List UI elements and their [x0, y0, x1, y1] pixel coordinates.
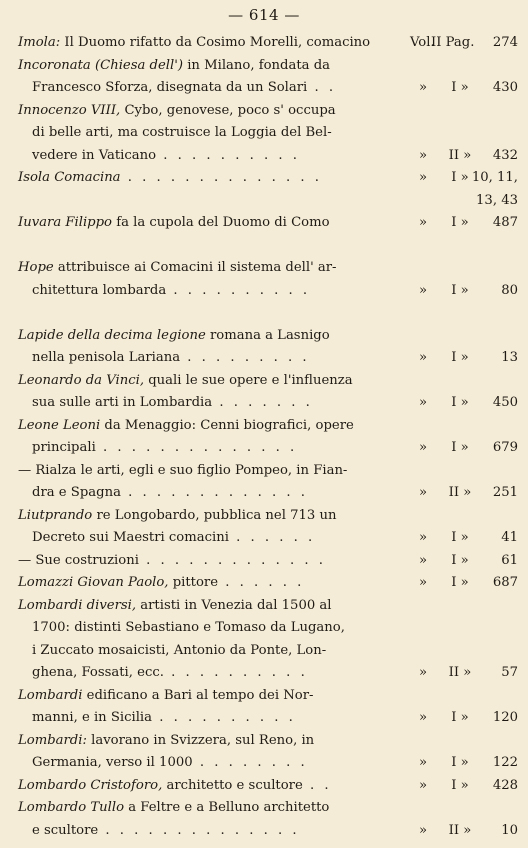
entry-text: [18, 733, 314, 748]
entry-heading: Lombardi diversi,: [18, 597, 137, 613]
volume-number: I »: [451, 350, 469, 365]
entry-description: — Sue costruzioni: [18, 552, 139, 568]
page-reference: 61: [501, 552, 518, 568]
blank-line: [18, 235, 518, 258]
entry-text: [18, 328, 330, 343]
page-reference: 679: [492, 440, 518, 455]
entry-text: [32, 755, 308, 770]
volume-number: I »: [451, 777, 469, 793]
entry-text: [32, 665, 308, 680]
index-line: [18, 212, 518, 235]
page-reference: 41: [501, 530, 518, 545]
entry-text: [18, 103, 336, 118]
volume-number: I »: [451, 395, 469, 410]
entry-heading: Incoronata (Chiesa dell'): [18, 57, 184, 73]
index-line: [18, 550, 518, 573]
index-line: [18, 280, 518, 303]
page-reference: 10, 11,: [471, 170, 518, 185]
volume-marker: »: [418, 147, 428, 163]
entry-heading: Lombardi:: [18, 732, 87, 748]
volume-marker: »: [418, 80, 428, 95]
entry-heading: Isola Comacina: [18, 170, 121, 185]
entry-text: [32, 710, 296, 725]
entry-description: architetto e scultore: [162, 777, 303, 793]
page-reference: 13, 43: [476, 192, 518, 208]
index-line: [18, 482, 518, 505]
entry-heading: Lapide della decima legione: [18, 327, 206, 343]
entry-description: in Milano, fondata da: [183, 57, 331, 73]
leader-dots: . . . . . . . . . . . . . .: [120, 170, 322, 185]
entry-description: principali: [32, 440, 96, 455]
volume-number: I »: [451, 170, 469, 185]
leader-dots: . . . . . . . . . . . . .: [138, 552, 326, 568]
entry-description: re Longobardo, pubblica nel 713 un: [92, 507, 337, 523]
entry-text: [18, 35, 370, 50]
leader-dots: . . . . . . .: [212, 395, 313, 410]
page-reference: 122: [492, 755, 518, 770]
volume-marker: »: [418, 822, 428, 838]
entry-description: quali le sue opere e l'influenza: [144, 372, 353, 388]
page-reference: 450: [492, 395, 518, 410]
volume-number: I »: [451, 282, 469, 298]
entry-text: [18, 170, 322, 185]
entry-heading: Liutprando: [18, 507, 93, 523]
index-line: [18, 392, 518, 415]
entry-description: sua sulle arti in Lombardia: [32, 395, 213, 410]
page-reference: 57: [501, 665, 518, 680]
entry-heading: Leonardo da Vinci,: [18, 372, 145, 388]
volume-number: I »: [451, 530, 469, 545]
entry-description: edificano a Bari al tempo dei Nor-: [82, 687, 314, 703]
entry-text: [18, 463, 347, 478]
volume-marker: »: [418, 485, 428, 500]
entry-description: manni, e in Sicilia: [32, 710, 153, 725]
index-line: [18, 167, 518, 190]
index-line: [18, 752, 518, 775]
index-line: [18, 730, 518, 753]
leader-dots: . . . . . .: [218, 575, 305, 590]
entry-text: [32, 823, 300, 838]
volume-number: II »: [448, 822, 472, 838]
volume-marker: »: [418, 665, 428, 680]
entry-text: [18, 418, 354, 433]
entry-description: vedere in Vaticano: [32, 147, 157, 163]
entry-heading: Lomazzi Giovan Paolo,: [18, 575, 169, 590]
volume-number: I »: [451, 80, 469, 95]
page-number: — 614 —: [228, 6, 300, 24]
entry-text: [32, 283, 310, 298]
entry-heading: Imola:: [18, 35, 61, 50]
entry-description: Cybo, genovese, poco s' occupa: [120, 102, 336, 118]
volume-marker: »: [418, 755, 428, 770]
volume-marker: »: [418, 350, 428, 365]
entry-text: [32, 350, 310, 365]
index-line: [18, 775, 518, 798]
index-line: [18, 797, 518, 820]
entry-description: lavorano in Svizzera, sul Reno, in: [86, 732, 315, 748]
entry-description: e scultore: [32, 822, 99, 838]
page-reference: 251: [492, 485, 518, 500]
index-line: [18, 595, 518, 618]
volume-marker: »: [418, 440, 428, 455]
entry-text: [18, 260, 337, 275]
index-line: [18, 707, 518, 730]
leader-dots: . . . . . . . . . .: [163, 665, 308, 680]
volume-number: I »: [451, 755, 469, 770]
volume-number: I »: [451, 552, 469, 568]
blank-line: [18, 302, 518, 325]
index-line: [18, 505, 518, 528]
entry-text: [18, 800, 329, 815]
volume-marker: »: [418, 710, 428, 725]
leader-dots: . .: [302, 777, 332, 793]
index-line: [18, 572, 518, 595]
entry-text: [32, 620, 345, 635]
volume-number: II »: [448, 147, 472, 163]
page-reference: 432: [492, 147, 518, 163]
leader-dots: . . . . . . . . . . . . . .: [95, 440, 298, 455]
entry-description: i Zuccato mosaicisti, Antonio da Ponte, Lon-: [32, 642, 327, 658]
leader-dots: . . . . . . . . . .: [166, 282, 311, 298]
entry-text: [18, 553, 326, 568]
index-line: [18, 527, 518, 550]
volume-marker: Vol.: [410, 35, 435, 50]
index-line: [18, 55, 518, 78]
page-reference: 80: [501, 282, 518, 298]
entry-text: [18, 778, 332, 793]
volume-marker: »: [418, 215, 428, 230]
volume-number: I »: [451, 440, 469, 455]
index-line: [18, 32, 518, 55]
entry-description: dra e Spagna: [32, 485, 121, 500]
volume-number: II »: [448, 485, 472, 500]
index-line: [18, 370, 518, 393]
index-line: [18, 437, 518, 460]
leader-dots: . . . . . . . . . .: [152, 710, 296, 725]
entry-text: [18, 575, 304, 590]
leader-dots: . . . . . . . . . . . . . .: [98, 822, 300, 838]
entry-description: pittore: [168, 575, 218, 590]
index-line: [18, 145, 518, 168]
entry-description: chitettura lombarda: [32, 282, 167, 298]
entry-description: Germania, verso il 1000: [32, 755, 193, 770]
page-reference: 120: [492, 710, 518, 725]
volume-marker: »: [418, 282, 428, 298]
entry-description: attribuisce ai Comacini il sistema dell' ar-: [53, 260, 337, 275]
volume-marker: »: [418, 777, 428, 793]
page-reference: 428: [492, 777, 518, 793]
entry-description: da Menaggio: Cenni biografici, opere: [100, 417, 354, 433]
entry-description: 1700: distinti Sebastiano e Tomaso da Lugano,: [32, 620, 345, 635]
entry-description: — Rialza le arti, egli e suo figlio Pompeo, in Fian-: [18, 462, 348, 478]
leader-dots: . . . . . . . . .: [180, 350, 310, 365]
leader-dots: . . . . . .: [228, 530, 316, 545]
entry-description: fa la cupola del Duomo di Como: [112, 215, 330, 230]
index-line: [18, 415, 518, 438]
entry-description: nella penisola Lariana: [32, 350, 181, 365]
entry-text: [32, 485, 308, 500]
entry-description: Francesco Sforza, disegnata da un Solari: [32, 80, 308, 95]
index-line: [18, 77, 518, 100]
index-list: [18, 32, 518, 842]
entry-text: [18, 508, 336, 523]
volume-number: I »: [451, 710, 469, 725]
index-line: [18, 662, 518, 685]
entry-text: [32, 148, 300, 163]
volume-number: II »: [448, 665, 472, 680]
page-reference: 10: [501, 822, 518, 838]
entry-description: artisti in Venezia dal 1500 al: [136, 597, 332, 613]
volume-marker: »: [418, 395, 428, 410]
page-reference: 687: [492, 575, 518, 590]
page-reference: 274: [492, 35, 518, 50]
index-line: [18, 190, 518, 213]
entry-heading: Leone Leoni: [18, 417, 101, 433]
index-line: [18, 122, 518, 145]
volume-marker: »: [418, 575, 428, 590]
entry-text: [18, 215, 330, 230]
leader-dots: . . . . . . . . . .: [156, 147, 300, 163]
leader-dots: . . . . . . . . . . . . .: [120, 485, 308, 500]
entry-heading: Innocenzo VIII,: [18, 102, 121, 118]
entry-text: [18, 58, 330, 73]
entry-text: [32, 395, 313, 410]
index-line: [18, 640, 518, 663]
entry-description: Il Duomo rifatto da Cosimo Morelli, comacino: [60, 35, 371, 50]
index-line: [18, 325, 518, 348]
entry-description: a Feltre e a Belluno architetto: [124, 800, 330, 815]
entry-text: [32, 440, 297, 455]
index-line: [18, 617, 518, 640]
entry-heading: Lombardi: [18, 687, 83, 703]
entry-text: [32, 643, 326, 658]
entry-description: ghena, Fossati, ecc.: [32, 665, 164, 680]
entry-text: [32, 125, 332, 140]
index-line: [18, 685, 518, 708]
entry-description: romana a Lasnigo: [205, 327, 330, 343]
volume-marker: »: [418, 530, 428, 545]
volume-number: II Pag.: [431, 35, 475, 50]
volume-marker: »: [418, 552, 428, 568]
volume-number: I »: [451, 215, 469, 230]
entry-heading: Lombardo Tullo: [18, 800, 125, 815]
entry-heading: Hope: [18, 260, 54, 275]
index-line: [18, 820, 518, 843]
index-line: [18, 100, 518, 123]
entry-text: [18, 598, 332, 613]
entry-heading: Lombardo Cristoforo,: [18, 777, 163, 793]
entry-description: Decreto sui Maestri comacini: [32, 530, 229, 545]
page-reference: 430: [492, 80, 518, 95]
index-line: [18, 460, 518, 483]
volume-number: I »: [451, 575, 469, 590]
leader-dots: . .: [307, 80, 337, 95]
leader-dots: . . . . . . . .: [192, 755, 308, 770]
entry-heading: Iuvara Filippo: [18, 215, 112, 230]
index-line: [18, 347, 518, 370]
volume-marker: »: [418, 170, 428, 185]
entry-text: [32, 530, 315, 545]
entry-description: di belle arti, ma costruisce la Loggia del Bel-: [32, 125, 332, 140]
page-reference: 487: [492, 215, 518, 230]
index-line: [18, 257, 518, 280]
entry-text: [18, 373, 353, 388]
entry-text: [18, 688, 313, 703]
entry-text: [32, 80, 336, 95]
page-reference: 13: [501, 350, 518, 365]
